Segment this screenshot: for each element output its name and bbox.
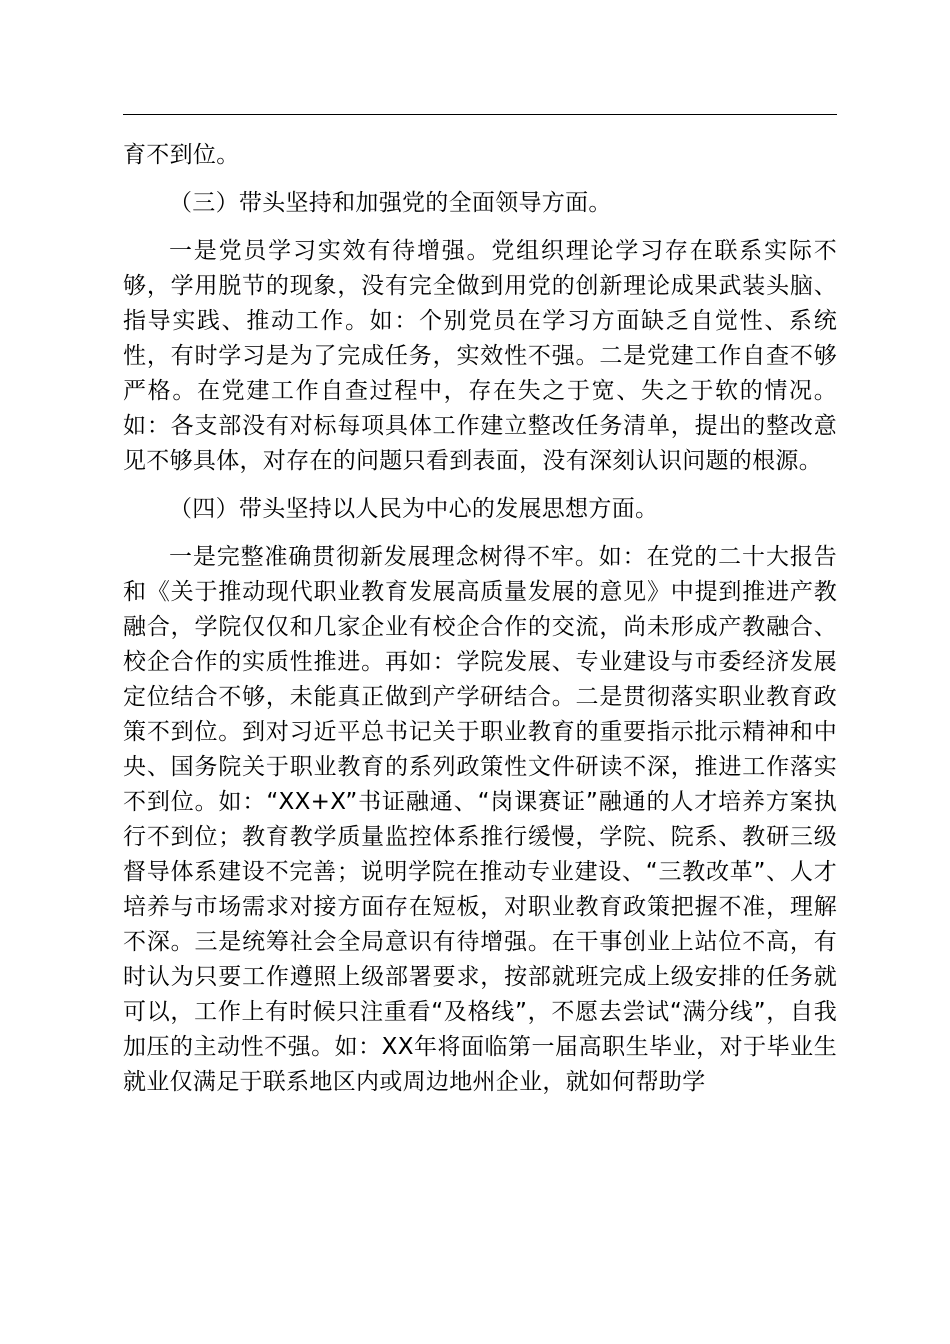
paragraph-development-concept: 一是完整准确贯彻新发展理念树得不牢。如：在党的二十大报告和《关于推动现代职业教育发展高质量发展的意见》中提到推进产教融合，学院仅仅和几家企业有校企合作的交流，尚未形成产教融合、校企合作的实质性推进。再如：学院发展、专业建设与市委经济发展定位结合不够，未能真正做到产学研结合。二是贯彻落实职业教育政策不到位。到对习近平总书记关于职业教育的重要指示批示精神和中央、国务院关于职业教育的系列政策性文件研读不深，推进工作落实不到位。如：“XX+X”书证融通、“岗课赛证”融通的人才培养方案执行不到位；教育教学质量监控体系推行缓慢，学院、院系、教研三级督导体系建设不完善；说明学院在推动专业建设、“三教改革”、人才培养与市场需求对接方面存在短板，对职业教育政策把握不准，理解不深。三是统筹社会全局意识有待增强。在干事创业上站位不高，有时认为只要工作遵照上级部署要求，按部就班完成上级安排的任务就可以，工作上有时候只注重看“及格线”，不愿去尝试“满分线”，自我加压的主动性不强。如：XX年将面临第一届高职生毕业，对于毕业生就业仅满足于联系地区内或周边地州企业，就如何帮助学 xyxy=(123,544,837,1095)
document-body xyxy=(123,138,837,1100)
section-heading-four: （四）带头坚持以人民为中心的发展思想方面。 xyxy=(169,496,659,522)
header-rule xyxy=(123,114,837,115)
section-heading-three: （三）带头坚持和加强党的全面领导方面。 xyxy=(169,190,612,216)
paragraph-party-study: 一是党员学习实效有待增强。党组织理论学习存在联系实际不够，学用脱节的现象，没有完全做到用党的创新理论成果武装头脑、指导实践、推动工作。如：个别党员在学习方面缺乏自觉性、系统性，有时学习是为了完成任务，实效性不强。二是党建工作自查不够严格。在党建工作自查过程中，存在失之于宽、失之于软的情况。如：各支部没有对标每项具体工作建立整改任务清单，提出的整改意见不够具体，对存在的问题只看到表面，没有深刻认识问题的根源。 xyxy=(123,238,837,474)
paragraph-continuation: 育不到位。 xyxy=(123,142,240,168)
